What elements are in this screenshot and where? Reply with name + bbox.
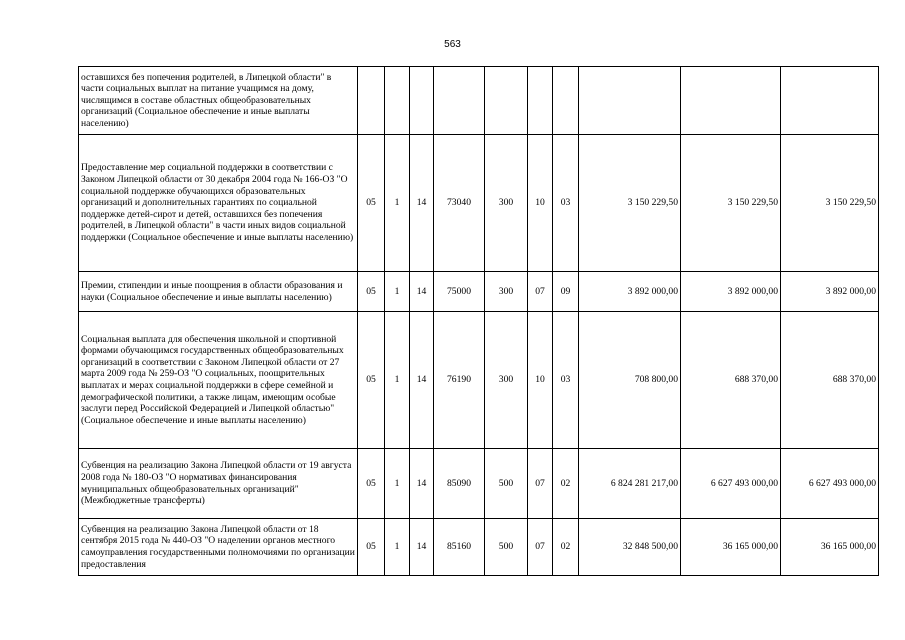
code-cell: 1 <box>385 272 410 312</box>
amount-cell: 32 848 500,00 <box>579 519 681 576</box>
amount-cell: 3 150 229,50 <box>781 135 879 272</box>
code-cell: 14 <box>410 272 434 312</box>
code-cell: 07 <box>528 272 553 312</box>
amount-cell: 6 824 281 217,00 <box>579 449 681 519</box>
code-cell: 02 <box>553 519 579 576</box>
amount-cell: 3 150 229,50 <box>681 135 781 272</box>
code-cell: 300 <box>485 312 528 449</box>
code-cell <box>485 67 528 135</box>
code-cell: 73040 <box>434 135 485 272</box>
amount-cell: 36 165 000,00 <box>681 519 781 576</box>
amount-cell <box>681 67 781 135</box>
table-row <box>79 449 879 519</box>
code-cell <box>385 67 410 135</box>
row-description: Премии, стипендии и иные поощрения в области образования и науки (Социальное обеспечение и иные выплаты населению) <box>79 272 358 312</box>
code-cell: 10 <box>528 135 553 272</box>
code-cell: 05 <box>358 519 385 576</box>
amount-cell: 6 627 493 000,00 <box>781 449 879 519</box>
code-cell <box>358 67 385 135</box>
code-cell: 02 <box>553 449 579 519</box>
code-cell: 07 <box>528 519 553 576</box>
code-cell: 85160 <box>434 519 485 576</box>
table-row <box>79 519 879 576</box>
code-cell: 1 <box>385 312 410 449</box>
code-cell <box>528 67 553 135</box>
table-row <box>79 272 879 312</box>
code-cell: 1 <box>385 519 410 576</box>
code-cell <box>434 67 485 135</box>
row-description: Субвенция на реализацию Закона Липецкой области от 19 августа 2008 года № 180-ОЗ "О нормативах финансирования муниципальных общеобразовательных организаций" (Межбюджетные трансферты) <box>79 449 358 519</box>
amount-cell: 708 800,00 <box>579 312 681 449</box>
code-cell: 09 <box>553 272 579 312</box>
amount-cell: 3 892 000,00 <box>781 272 879 312</box>
amount-cell: 6 627 493 000,00 <box>681 449 781 519</box>
table-row <box>79 135 879 272</box>
code-cell: 07 <box>528 449 553 519</box>
code-cell: 75000 <box>434 272 485 312</box>
code-cell: 14 <box>410 135 434 272</box>
code-cell: 500 <box>485 519 528 576</box>
code-cell: 05 <box>358 312 385 449</box>
budget-table <box>78 66 879 576</box>
code-cell: 1 <box>385 135 410 272</box>
code-cell: 05 <box>358 449 385 519</box>
row-description: Социальная выплата для обеспечения школьной и спортивной формами обучающимся государственных общеобразовательных организаций в соответствии с Законом Липецкой области от 27 марта 2009 года № 259-ОЗ "О социальных, поощрительных выплатах и мерах социальной поддержки в сфере семейной и демографической политики, а также лицам, имеющим особые заслуги перед Российской Федерацией и Липецкой областью" (Социальное обеспечение и иные выплаты населению) <box>79 312 358 449</box>
amount-cell: 3 892 000,00 <box>579 272 681 312</box>
amount-cell: 3 892 000,00 <box>681 272 781 312</box>
table-row <box>79 312 879 449</box>
amount-cell: 688 370,00 <box>681 312 781 449</box>
code-cell: 03 <box>553 312 579 449</box>
code-cell: 1 <box>385 449 410 519</box>
code-cell: 14 <box>410 519 434 576</box>
row-description: оставшихся без попечения родителей, в Липецкой области" в части социальных выплат на питание учащимся на дому, числящимся в составе областных общеобразовательных организаций (Социальное обеспечение и иные выплаты населению) <box>79 67 358 135</box>
row-description: Субвенция на реализацию Закона Липецкой области от 18 сентября 2015 года № 440-ОЗ "О наделении органов местного самоуправления государственными полномочиями по организации предоставления <box>79 519 358 576</box>
code-cell: 300 <box>485 135 528 272</box>
amount-cell <box>781 67 879 135</box>
amount-cell: 3 150 229,50 <box>579 135 681 272</box>
amount-cell: 688 370,00 <box>781 312 879 449</box>
row-description: Предоставление мер социальной поддержки в соответствии с Законом Липецкой области от 30 декабря 2004 года № 166-ОЗ "О социальной поддержке обучающихся образовательных организаций и дополнительных гарантиях по социальной поддержке детей-сирот и детей, оставшихся без попечения родителей, в Липецкой области" в части иных видов социальной поддержки (Социальное обеспечение и иные выплаты населению) <box>79 135 358 272</box>
amount-cell <box>579 67 681 135</box>
code-cell <box>553 67 579 135</box>
code-cell: 76190 <box>434 312 485 449</box>
code-cell: 03 <box>553 135 579 272</box>
code-cell <box>410 67 434 135</box>
table-row <box>79 67 879 135</box>
code-cell: 05 <box>358 135 385 272</box>
amount-cell: 36 165 000,00 <box>781 519 879 576</box>
code-cell: 10 <box>528 312 553 449</box>
page-number: 563 <box>444 39 461 50</box>
code-cell: 300 <box>485 272 528 312</box>
code-cell: 14 <box>410 312 434 449</box>
code-cell: 500 <box>485 449 528 519</box>
code-cell: 85090 <box>434 449 485 519</box>
code-cell: 05 <box>358 272 385 312</box>
code-cell: 14 <box>410 449 434 519</box>
